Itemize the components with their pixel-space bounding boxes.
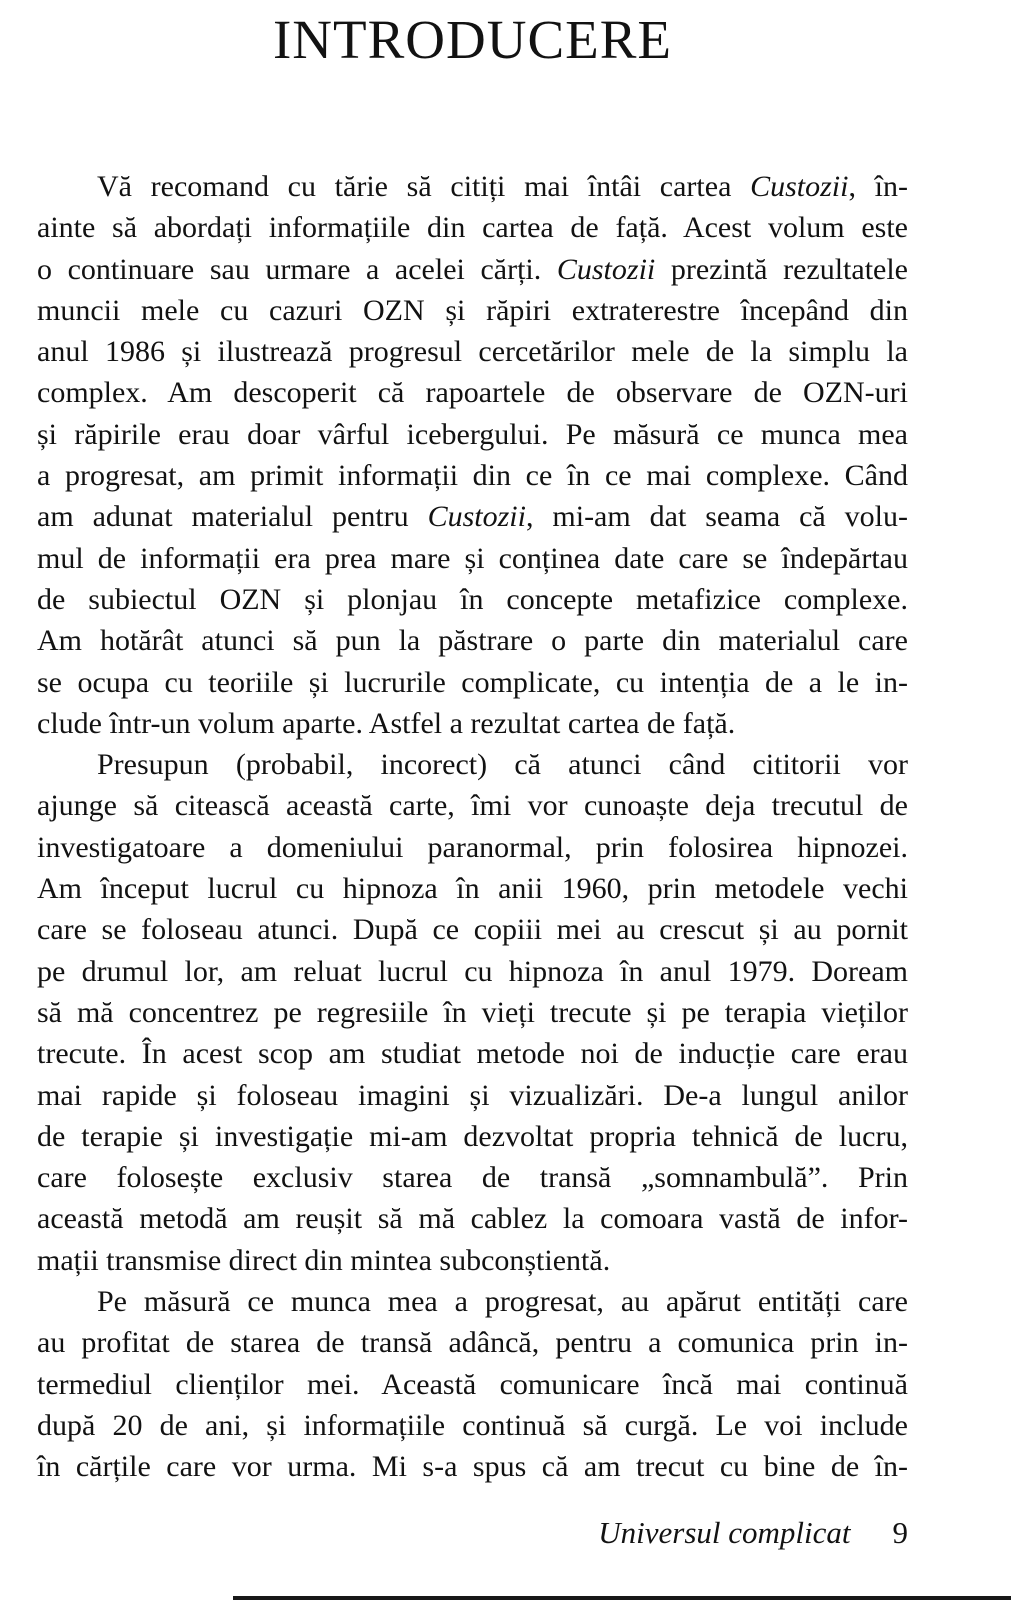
text-run: se ocupa cu teoriile și lucrurile complicate, cu intenția de a le in- — [37, 665, 908, 699]
text-run: trecute. În acest scop am studiat metode noi de inducție care erau — [37, 1037, 908, 1071]
text-line — [37, 1364, 908, 1405]
text-line — [37, 207, 908, 248]
text-line — [37, 372, 908, 413]
scan-artifact-bottom-edge — [233, 1596, 1011, 1600]
text-run: mai rapide și foloseau imagini și vizualizări. De-a lungul anilor — [37, 1078, 908, 1112]
chapter-title: INTRODUCERE — [272, 9, 673, 70]
text-run: mații transmise direct din mintea subconștientă. — [37, 1243, 611, 1277]
paragraph — [37, 1281, 908, 1487]
italic-text-run: Custozii — [556, 252, 656, 286]
text-run: o continuare sau urmare a acelei cărți. — [37, 252, 557, 286]
text-line — [37, 827, 908, 868]
text-run: au profitat de starea de transă adâncă, pentru a comunica prin in- — [37, 1326, 908, 1360]
text-run: prezintă rezultatele — [655, 252, 908, 286]
text-line — [37, 290, 908, 331]
text-line — [37, 249, 908, 290]
text-run: muncii mele cu cazuri OZN și răpiri extraterestre începând din — [37, 293, 908, 327]
text-line — [37, 414, 908, 455]
text-run: Am început lucrul cu hipnoza în anii 1960, prin metodele vechi — [37, 872, 908, 906]
text-line — [37, 1446, 908, 1487]
text-run: Pe măsură ce munca mea a progresat, au apărut entități care — [97, 1285, 908, 1319]
text-line — [37, 579, 908, 620]
text-line — [37, 331, 908, 372]
text-run: am adunat materialul pentru — [37, 500, 428, 534]
page-number: 9 — [892, 1515, 908, 1550]
text-line — [37, 538, 908, 579]
text-run: care se foloseau atunci. După ce copiii mei au crescut și au pornit — [37, 913, 908, 947]
text-line — [37, 951, 908, 992]
text-line — [37, 868, 908, 909]
italic-text-run: Custozii — [427, 500, 526, 534]
text-line — [37, 1075, 908, 1116]
text-run: termediul clienților mei. Această comunicare încă mai continuă — [37, 1367, 908, 1401]
text-line — [37, 620, 908, 661]
text-line — [37, 744, 908, 785]
text-run: Presupun (probabil, incorect) că atunci când cititorii vor — [97, 748, 908, 782]
text-run: investigatoare a domeniului paranormal, prin folosirea hipnozei. — [37, 830, 908, 864]
text-line — [37, 1405, 908, 1446]
text-run: clude într-un volum aparte. Astfel a rezultat cartea de față. — [37, 706, 736, 740]
text-run: mul de informații era prea mare și conținea date care se îndepărtau — [37, 541, 908, 575]
text-line — [37, 1033, 908, 1074]
text-line — [37, 703, 908, 744]
text-run: Am hotărât atunci să pun la păstrare o parte din materialul care — [37, 624, 908, 658]
text-run: complex. Am descoperit că rapoartele de observare de OZN-uri — [37, 376, 908, 410]
text-run: după 20 de ani, și informațiile continuă să curgă. Le voi include — [37, 1408, 908, 1442]
text-run: care folosește exclusiv starea de transă „somnambulă”. Prin — [37, 1161, 908, 1195]
text-run: de terapie și investigație mi-am dezvoltat propria tehnică de lucru, — [37, 1119, 908, 1153]
text-line — [37, 1157, 908, 1198]
text-line — [37, 496, 908, 537]
text-line — [37, 1281, 908, 1322]
text-line — [37, 455, 908, 496]
text-run: anul 1986 și ilustrează progresul cercetărilor mele de la simplu la — [37, 335, 908, 369]
text-line — [37, 1240, 908, 1281]
text-line — [37, 662, 908, 703]
text-run: Vă recomand cu tărie să citiți mai întâi cartea — [97, 170, 751, 203]
text-line — [37, 1116, 908, 1157]
paragraph — [37, 166, 908, 744]
text-run: , în- — [848, 170, 909, 203]
italic-text-run: Custozii — [750, 170, 849, 203]
text-run: să mă concentrez pe regresiile în vieți trecute și pe terapia vieților — [37, 995, 908, 1029]
text-run: a progresat, am primit informații din ce în ce mai complexe. Când — [37, 459, 908, 493]
text-line — [37, 166, 908, 207]
text-line — [37, 909, 908, 950]
text-run: pe drumul lor, am reluat lucrul cu hipnoza în anul 1979. Doream — [37, 954, 908, 988]
text-run: de subiectul OZN și plonjau în concepte metafizice complexe. — [37, 582, 908, 616]
running-footer-book-title: Universul complicat — [598, 1515, 851, 1550]
text-line — [37, 785, 908, 826]
text-run: ainte să abordați informațiile din cartea de față. Acest volum este — [37, 211, 908, 245]
text-run: în cărțile care vor urma. Mi s-a spus că am trecut cu bine de în- — [37, 1450, 908, 1484]
text-run: , mi-am dat seama că volu- — [525, 500, 908, 534]
page-footer — [37, 1512, 908, 1554]
text-run: și răpirile erau doar vârful icebergului. Pe măsură ce munca mea — [37, 417, 908, 451]
body-text — [37, 166, 908, 1488]
text-line — [37, 1322, 908, 1363]
text-run: ajunge să citească această carte, îmi vor cunoaște deja trecutul de — [37, 789, 908, 823]
text-run: această metodă am reușit să mă cablez la comoara vastă de infor- — [37, 1202, 908, 1236]
paragraph — [37, 744, 908, 1281]
text-line — [37, 992, 908, 1033]
text-line — [37, 1198, 908, 1239]
